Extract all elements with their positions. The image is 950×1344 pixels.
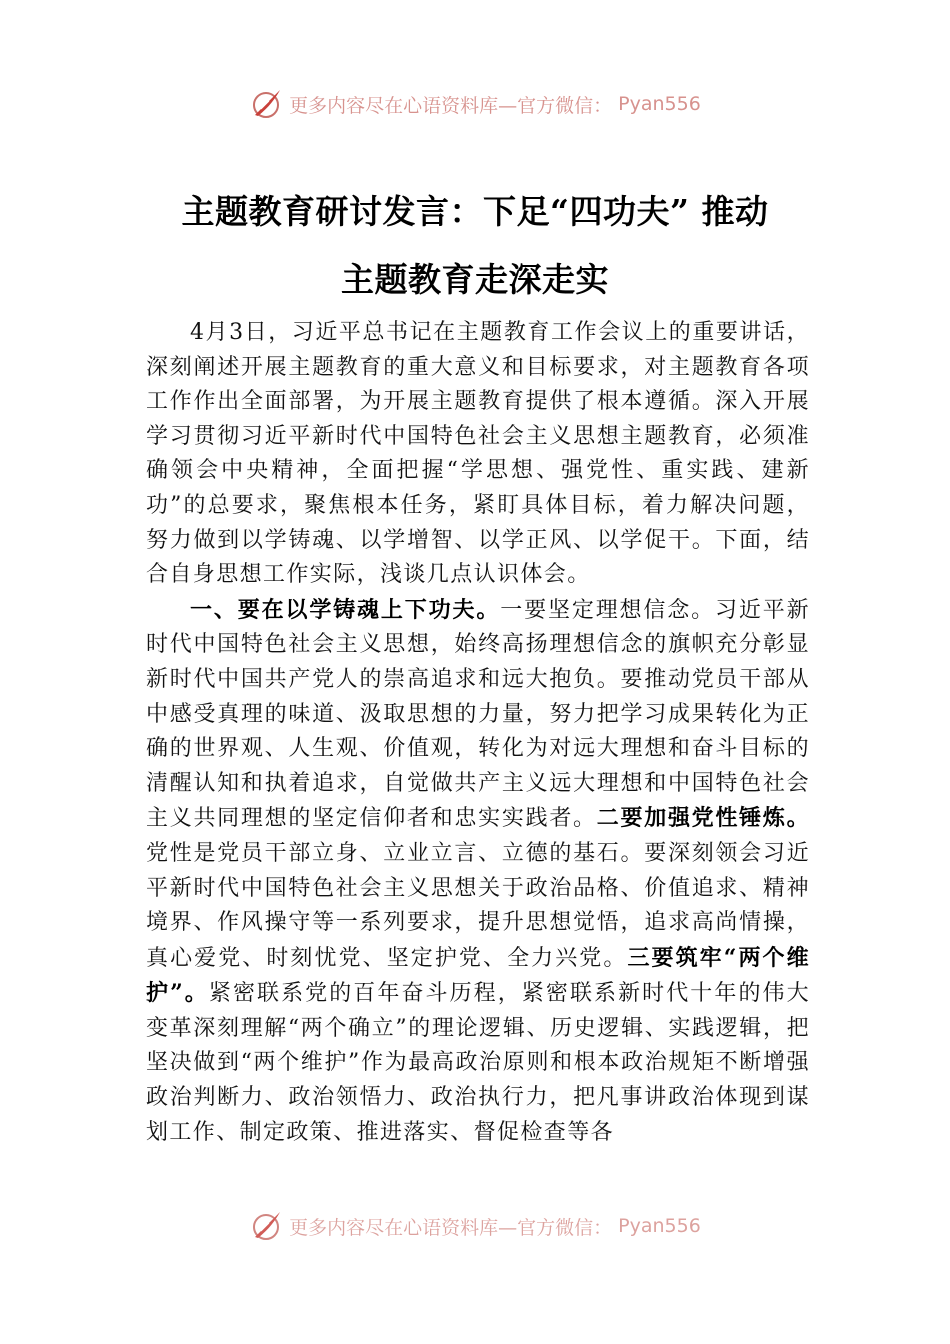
watermark-wechat-id: Pyan556 xyxy=(618,1215,701,1237)
quill-logo-icon xyxy=(249,1209,283,1243)
footer-watermark xyxy=(0,1206,950,1246)
paragraph-section-one xyxy=(146,593,810,1151)
watermark-text: 更多内容尽在心语资料库—官方微信： xyxy=(289,94,613,117)
section-one-heading: 一、要在以学铸魂上下功夫。 xyxy=(190,596,501,623)
point-three-heading: 三要筑牢“两个维护”。 xyxy=(146,944,810,1007)
point-two-heading: 二要加强党性锤炼。 xyxy=(596,805,810,832)
point-one-text: 一要坚定理想信念。习近平新时代中国特色社会主义思想，始终高扬理想信念的旗帜充分彰显新时代中国共产党人的崇高追求和远大抱负。要推动党员干部从中感受真理的味道、汲取思想的力量，努力把学习成果转化为正确的世界观、人生观、价值观，转化为对远大理想和奋斗目标的清醒认知和执着追求，自觉做共产主义远大理想和中国特色社会主义共同理想的坚定信仰者和忠实实践者。 xyxy=(146,597,810,832)
point-two-text: 党性是党员干部立身、立业立言、立德的基石。要深刻领会习近平新时代中国特色社会主义思想关于政治品格、价值追求、精神境界、作风操守等一系列要求，提升思想觉悟，追求高尚情操，真心爱党、时刻忧党、坚定护党、全力兴党。 xyxy=(146,840,810,971)
point-three-text: 紧密联系党的百年奋斗历程，紧密联系新时代十年的伟大变革深刻理解“两个确立”的理论逻辑、历史逻辑、实践逻辑，把坚决做到“两个维护”作为最高政治原则和根本政治规矩不断增强政治判断力、政治领悟力、政治执行力，把凡事讲政治体现到谋划工作、制定政策、推进落实、督促检查等各 xyxy=(146,981,810,1145)
document-body xyxy=(146,316,810,1216)
document-title-line-1: 主题教育研讨发言：下足“四功夫” 推动 xyxy=(181,192,769,231)
quill-logo-icon xyxy=(249,87,283,121)
watermark-wechat-id: Pyan556 xyxy=(618,93,701,115)
paragraph-intro: 4月3日，习近平总书记在主题教育工作会议上的重要讲话，深刻阐述开展主题教育的重大意义和目标要求，对主题教育各项工作作出全面部署，为开展主题教育提供了根本遵循。深入开展学习贯彻习近平新时代中国特色社会主义思想主题教育，必须准确领会中央精神，全面把握“学思想、强党性、重实践、建新功”的总要求，聚焦根本任务，紧盯具体目标，着力解决问题，努力做到以学铸魂、以学增智、以学正风、以学促干。下面，结合自身思想工作实际，浅谈几点认识体会。 xyxy=(146,320,810,588)
watermark-text: 更多内容尽在心语资料库—官方微信： xyxy=(289,1216,613,1239)
header-watermark xyxy=(0,84,950,124)
document-title-line-2: 主题教育走深走实 xyxy=(341,260,609,299)
